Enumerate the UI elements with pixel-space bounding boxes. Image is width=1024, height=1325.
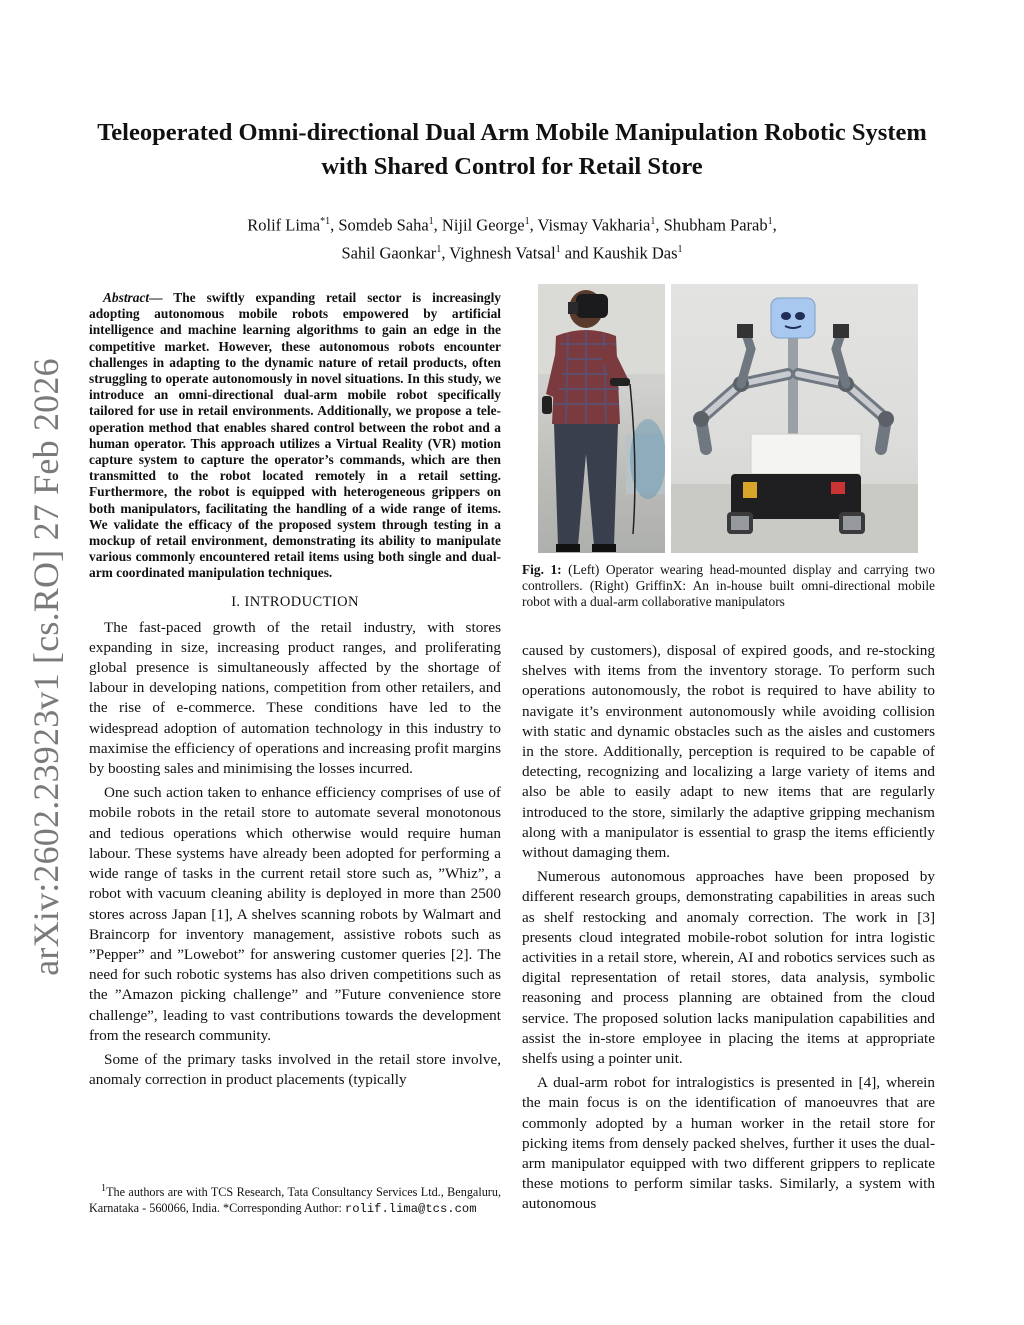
- author-name: Shubham Parab: [663, 215, 768, 235]
- body-paragraph: Numerous autonomous approaches have been proposed by different research groups, demonstrating capabilities in areas such as shelf restocking and anomaly correction. The work in [3] presents cloud integrated mobile-robot solution for intra logistic activities in a retail store, wherein, AI and robotics services such as digital representation of retail stores, data analysis, symbolic reasoning and process planning are obtained from the cloud service. The proposed solution lacks manipulation capabilities and assist the in-store employee in placing the items at appropriate shelfs using a pointer unit.: [522, 868, 935, 1068]
- author-affiliation-mark: 1: [524, 216, 530, 227]
- author-affiliation-mark: 1: [428, 216, 434, 227]
- author-name: Kaushik Das: [592, 243, 678, 262]
- figure-label: Fig. 1:: [522, 562, 562, 577]
- body-paragraph: A dual-arm robot for intralogistics is presented in [4], wherein the main focus is on the identification of manoeuvres that are commonly adopted by a human worker in the retail store for picking items from densely packed shelves, further it uses the dual-arm manipulator equipped with two different grippers to replicate these motions to perform similar tasks. Similarly, a system with autonomous: [522, 1074, 935, 1213]
- author-separator: ,: [330, 215, 339, 235]
- figure-1-caption: [522, 562, 939, 611]
- author-separator: ,: [772, 215, 777, 235]
- body-paragraph: Some of the primary tasks involved in the retail store involve, anomaly correction in product placements (typically: [89, 1050, 501, 1089]
- author-separator: and: [560, 243, 593, 262]
- section-heading-introduction: I. INTRODUCTION: [231, 593, 359, 610]
- operator-vr-photo: [538, 284, 665, 553]
- body-paragraph: caused by customers), disposal of expired goods, and re-stocking shelves with items from the inventory storage. To perform such operations autonomously, the robot is required to have ability to navigate it’s environment autonomously while avoiding collision with static and dynamic obstacles such as the aisles and customers in the store. Additionally, perception is required to be capable of detecting, recognizing and localizing a large variety of items and also be able to easily adapt to new items that are regularly introduced to the store, similarly the adaptive gripping mechanism along with a manipulator is essential to grasp the items efficiently without damaging them.: [522, 642, 935, 862]
- author-affiliation-mark: *1: [320, 216, 331, 227]
- author-line-1: [100, 210, 924, 238]
- left-column: [89, 290, 501, 1094]
- right-column: [522, 641, 935, 1219]
- author-separator: ,: [441, 243, 450, 262]
- author-affiliation-mark: 1: [650, 216, 656, 227]
- corresponding-email-link[interactable]: rolif.lima@tcs.com: [344, 1201, 477, 1216]
- footnote-text: The authors are with TCS Research, Tata Consultancy Services Ltd., Bengaluru, Karnataka - 560066, India. *Corresponding Author:: [89, 1185, 501, 1215]
- abstract-dash: —: [149, 290, 174, 305]
- author-affiliation-mark: 1: [436, 243, 442, 255]
- author-name: Nijil George: [441, 215, 525, 235]
- author-affiliation-mark: 1: [767, 216, 773, 227]
- author-affiliation-mark: 1: [677, 243, 683, 255]
- author-name: Vighnesh Vatsal: [449, 243, 556, 262]
- author-separator: ,: [655, 215, 664, 235]
- body-paragraph: One such action taken to enhance efficiency comprises of use of mobile robots in the retail store to automate several monotonous and tedious operations which otherwise would require human labour. These systems have already been adopted for performing a wide range of tasks in the current retail store such as, ”Whiz”, a robot with vacuum cleaning ability is deployed in more than 2500 stores across Japan [1], A shelves scanning robots by Walmart and Braincorp for inventory management, assistive robots such as ”Pepper” and ”Lowebot” for answering customer queries [2]. The need for such robotic systems has also driven competitions such as the ”Amazon picking challenge” and ”Future convenience store challenge”, leading to vast contributions towards the development from the research community.: [89, 784, 501, 1044]
- footnote-mark: 1: [101, 1183, 107, 1194]
- author-separator: ,: [433, 215, 442, 235]
- author-name: Somdeb Saha: [338, 215, 429, 235]
- arxiv-identifier: arXiv:2602.23923v1 [cs.RO] 27 Feb 2026: [26, 358, 66, 976]
- author-name: Sahil Gaonkar: [341, 243, 437, 262]
- abstract-text: The swiftly expanding retail sector is increasingly adopting autonomous mobile robots empowered by artificial intelligence and machine learning algorithms to gain an edge in the competitive market. However, these autonomous robots encounter challenges in adapting to the dynamic nature of retail products, often struggling to operate autonomously in novel situations. In this study, we introduce an omni-directional dual-arm mobile robot specifically tailored for use in retail environments. Additionally, we propose a tele-operation method that enables shared control between the robot and a human operator. This approach utilizes a Virtual Reality (VR) motion capture system to capture the operator’s commands, which are then transmitted to the robot located remotely in a retail setting. Furthermore, the robot is equipped with heterogeneous grippers on both manipulators, facilitating the handling of a wide range of items. We validate the efficacy of the proposed system through testing in a mockup of retail environment, demonstrating its ability to manipulate various commonly encountered retail items using both single and dual-arm coordinated manipulation techniques.: [89, 290, 502, 581]
- operator-illustration: [538, 284, 665, 553]
- affiliation-footnote: [89, 1181, 501, 1217]
- body-paragraph: The fast-paced growth of the retail industry, with stores expanding in size, increasing product ranges, and proliferating global presence is simultaneously affected by the shortage of labour in developing nations, competition from other retailers, and the rise of e-commerce. These conditions have led to the widespread adoption of automation technology in this industry to maximise the efficiency of operations and increasing profit margins by boosting sales and minimising the losses incurred.: [89, 618, 501, 778]
- author-line-2: [100, 238, 924, 266]
- arxiv-side-stamp: [22, 358, 70, 976]
- paper-title: Teleoperated Omni-directional Dual Arm Mobile Manipulation Robotic System with Shared Control for Retail Store: [97, 119, 927, 180]
- author-name: Vismay Vakharia: [537, 215, 651, 235]
- robot-illustration: [671, 284, 918, 553]
- author-list: [100, 210, 924, 265]
- author-name: Rolif Lima: [247, 215, 321, 235]
- abstract-label: Abstract: [103, 290, 150, 305]
- abstract: [89, 290, 501, 582]
- figure-caption-text: (Left) Operator wearing head-mounted display and carrying two controllers. (Right) GriffinX: An in-house built omni-directional mobile robot with a dual-arm collaborative manipulators: [522, 562, 939, 610]
- author-separator: ,: [529, 215, 538, 235]
- griffinx-robot-photo: [671, 284, 918, 553]
- author-affiliation-mark: 1: [555, 243, 561, 255]
- figure-1: [538, 284, 918, 553]
